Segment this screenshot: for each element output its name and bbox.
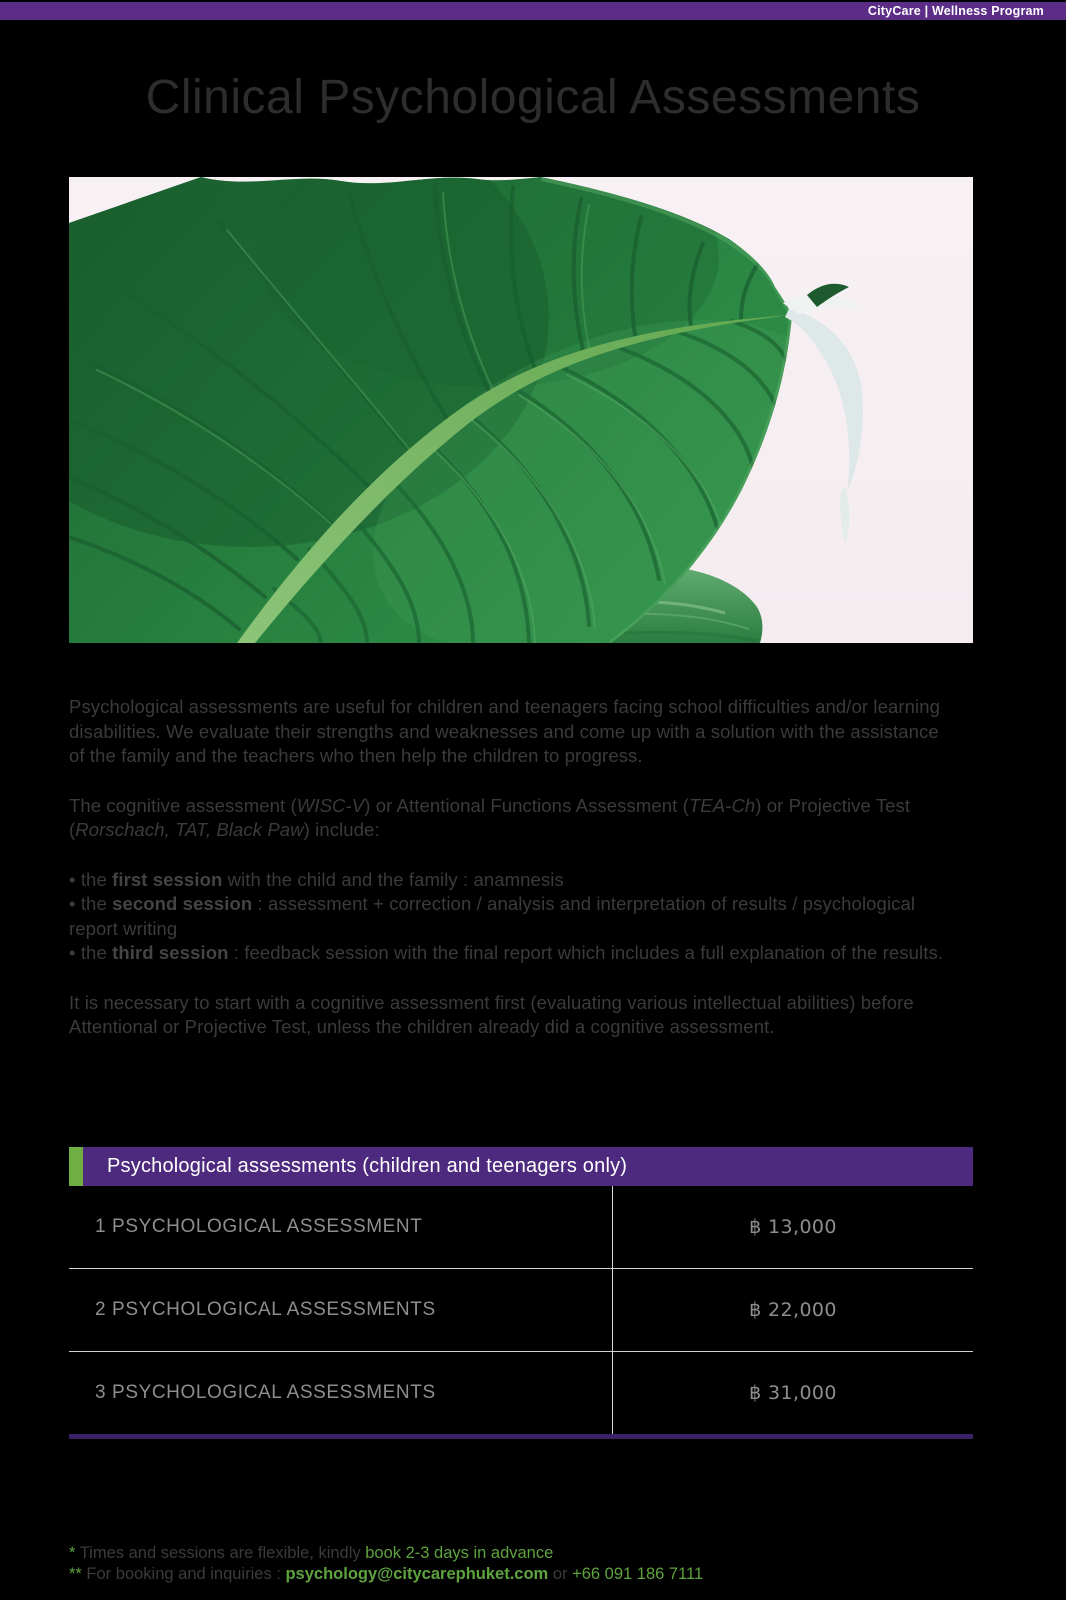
bullet-item bbox=[69, 942, 943, 963]
paragraph-text: Psychological assessments are useful for children and teenagers facing school difficulties and/or learning disabilities. We evaluate their strengths and weaknesses and come up with a solution with the assistance of the family and the teachers who then help the children to progress. bbox=[69, 696, 940, 766]
pricing-table bbox=[69, 1147, 973, 1439]
session-name-bold: second session bbox=[112, 893, 253, 914]
green-accent-bar bbox=[69, 1147, 83, 1186]
bullet-text: • the bbox=[69, 893, 113, 914]
table-row bbox=[69, 1186, 973, 1268]
session-name-bold: first session bbox=[112, 868, 223, 890]
note-text: or bbox=[548, 1564, 573, 1583]
test-name-italic: Rorschach, TAT, Black Paw bbox=[75, 819, 304, 840]
note-text: For booking and inquiries : bbox=[81, 1564, 286, 1583]
table-row bbox=[69, 1351, 973, 1434]
leaf-illustration bbox=[69, 177, 973, 643]
note-booking bbox=[69, 1564, 969, 1585]
phone-link[interactable]: +66 091 186 7111 bbox=[572, 1564, 704, 1583]
double-asterisk: ** bbox=[69, 1564, 82, 1583]
bullet-item bbox=[69, 869, 564, 890]
intro-section bbox=[69, 695, 955, 1065]
intro-paragraph-4: It is necessary to start with a cognitive assessment first (evaluating various intellectual abilities) before Attentional or Projective Test, unless the children already did a cognitive assessment. bbox=[69, 991, 914, 1037]
page-title: Clinical Psychological Assessments bbox=[145, 71, 921, 124]
leaf-photo bbox=[69, 177, 973, 643]
test-name-italic: WISC-V bbox=[296, 794, 365, 816]
bullet-text: • the bbox=[69, 942, 113, 963]
pricing-table-header bbox=[69, 1147, 973, 1186]
assessment-label: 1 PSYCHOLOGICAL ASSESSMENT bbox=[69, 1186, 613, 1268]
test-name-italic: TEA-Ch bbox=[688, 794, 756, 816]
bullet-text: with the child and the family : anamnesis bbox=[222, 868, 564, 890]
pricing-table-title: Psychological assessments (children and teenagers only) bbox=[107, 1155, 628, 1177]
email-link[interactable]: psychology@citycarephuket.com bbox=[285, 1564, 549, 1583]
assessment-label: 3 PSYCHOLOGICAL ASSESSMENTS bbox=[69, 1352, 613, 1434]
session-bullets bbox=[69, 868, 955, 966]
table-bottom-rule bbox=[69, 1434, 973, 1439]
paragraph-text: ) include: bbox=[303, 819, 380, 840]
paragraph-text: The cognitive assessment ( bbox=[69, 794, 297, 816]
booking-advance-highlight: book 2-3 days in advance bbox=[365, 1544, 554, 1562]
bullet-item bbox=[69, 893, 915, 939]
intro-paragraph-2 bbox=[69, 794, 955, 843]
session-name-bold: third session bbox=[112, 942, 229, 963]
assessment-label: 2 PSYCHOLOGICAL ASSESSMENTS bbox=[69, 1269, 613, 1351]
intro-paragraph-1 bbox=[69, 695, 955, 769]
assessment-price: ฿ 22,000 bbox=[749, 1299, 837, 1321]
assessment-price: ฿ 31,000 bbox=[749, 1382, 837, 1404]
paragraph-text: ) or Attentional Functions Assessment ( bbox=[364, 794, 689, 816]
asterisk: * bbox=[69, 1544, 76, 1562]
assessment-price: ฿ 13,000 bbox=[749, 1216, 837, 1238]
paragraph-text: ) or Projective Test ( bbox=[69, 794, 911, 840]
bullet-text: : assessment + correction / analysis and interpretation of results / psychological report writing bbox=[69, 893, 916, 939]
table-row bbox=[69, 1268, 973, 1351]
top-brand-bar bbox=[0, 2, 1066, 20]
note-flexibility bbox=[69, 1543, 969, 1564]
footer-notes bbox=[69, 1543, 969, 1584]
bullet-text: : feedback session with the final report which includes a full explanation of the results. bbox=[228, 942, 944, 963]
bullet-text: • the bbox=[69, 868, 113, 890]
brand-text: CityCare | Wellness Program bbox=[867, 4, 1044, 18]
note-text: Times and sessions are flexible, kindly bbox=[75, 1544, 366, 1562]
